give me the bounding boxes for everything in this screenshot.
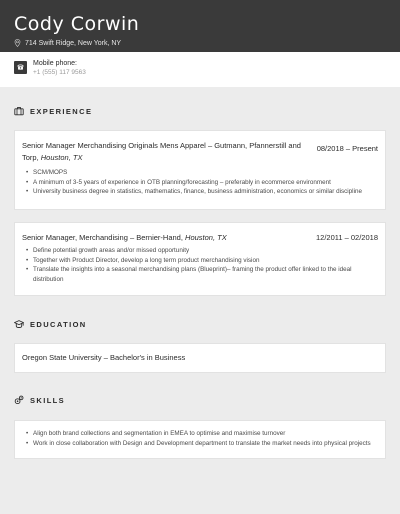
resume-header xyxy=(0,0,400,52)
job-title: Senior Manager, Merchandising xyxy=(22,233,128,242)
address-line xyxy=(14,39,121,47)
job-location: Houston, TX xyxy=(185,233,227,242)
list-item: • University business degree in statistics, mathematics, finance, business administration, economics or similar discipline xyxy=(33,187,373,197)
job-bullets xyxy=(33,168,373,197)
job-title: Senior Manager Merchandising Originals Mens Apparel xyxy=(22,141,206,150)
job-heading: Senior Manager Merchandising Originals Mens Apparel – Gutmann, Pfannerstill and Torp, Houston, TX xyxy=(22,141,301,162)
education-card xyxy=(14,343,386,373)
education-section-heading xyxy=(14,319,87,329)
phone-label: Mobile phone: xyxy=(33,60,77,67)
list-item: • Define potential growth areas and/or missed opportunity xyxy=(33,246,373,256)
job-dates: 12/2011 – 02/2018 xyxy=(315,233,378,242)
list-item: • Together with Product Director, develop a long term product merchandising vision xyxy=(33,256,373,266)
briefcase-icon xyxy=(14,106,24,116)
candidate-name: Cody Corwin xyxy=(14,13,140,35)
graduation-cap-icon xyxy=(14,319,24,329)
skills-title: SKILLS xyxy=(30,395,66,405)
list-item: • Translate the insights into a seasonal merchandising plans (Blueprint)– framing the product offer linked to the ideal distribution xyxy=(33,265,373,284)
school-name: Oregon State University xyxy=(22,353,102,362)
phone-icon xyxy=(14,61,27,74)
experience-card-1 xyxy=(14,130,386,210)
job-heading: Senior Manager, Merchandising – Bernier-Hand, Houston, TX xyxy=(22,233,227,242)
phone-number[interactable]: +1 (555) 117 9563 xyxy=(33,69,86,76)
job-location: Houston, TX xyxy=(40,153,83,162)
education-entry: Oregon State University – Bachelor's in Business xyxy=(22,353,186,362)
list-item: • Align both brand collections and segmentation in EMEA to optimise and maximise turnover xyxy=(33,429,373,439)
job-dates: 08/2018 – Present xyxy=(316,144,378,153)
education-title: EDUCATION xyxy=(30,319,87,329)
gears-icon xyxy=(14,395,24,405)
skills-card xyxy=(14,420,386,459)
experience-card-2 xyxy=(14,222,386,296)
list-item: • Work in close collaboration with Design and Development department to translate the market needs into physical projects xyxy=(33,439,373,449)
list-item: • SCM/MOPS xyxy=(33,168,373,178)
job-bullets xyxy=(33,246,373,284)
location-pin-icon xyxy=(14,39,21,47)
address-text: 714 Swift Ridge, New York, NY xyxy=(25,39,122,47)
list-item: • A minimum of 3-5 years of experience in OTB planning/forecasting – preferably in ecommerce environment xyxy=(33,178,373,188)
experience-title: EXPERIENCE xyxy=(30,106,93,116)
company-name: Gutmann, Pfannerstill and Torp xyxy=(22,141,301,162)
experience-section-heading xyxy=(14,106,92,116)
skills-list xyxy=(33,429,373,448)
skills-section-heading xyxy=(14,395,65,405)
company-name: Bernier-Hand xyxy=(136,233,181,242)
degree-name: Bachelor's in Business xyxy=(109,353,186,362)
